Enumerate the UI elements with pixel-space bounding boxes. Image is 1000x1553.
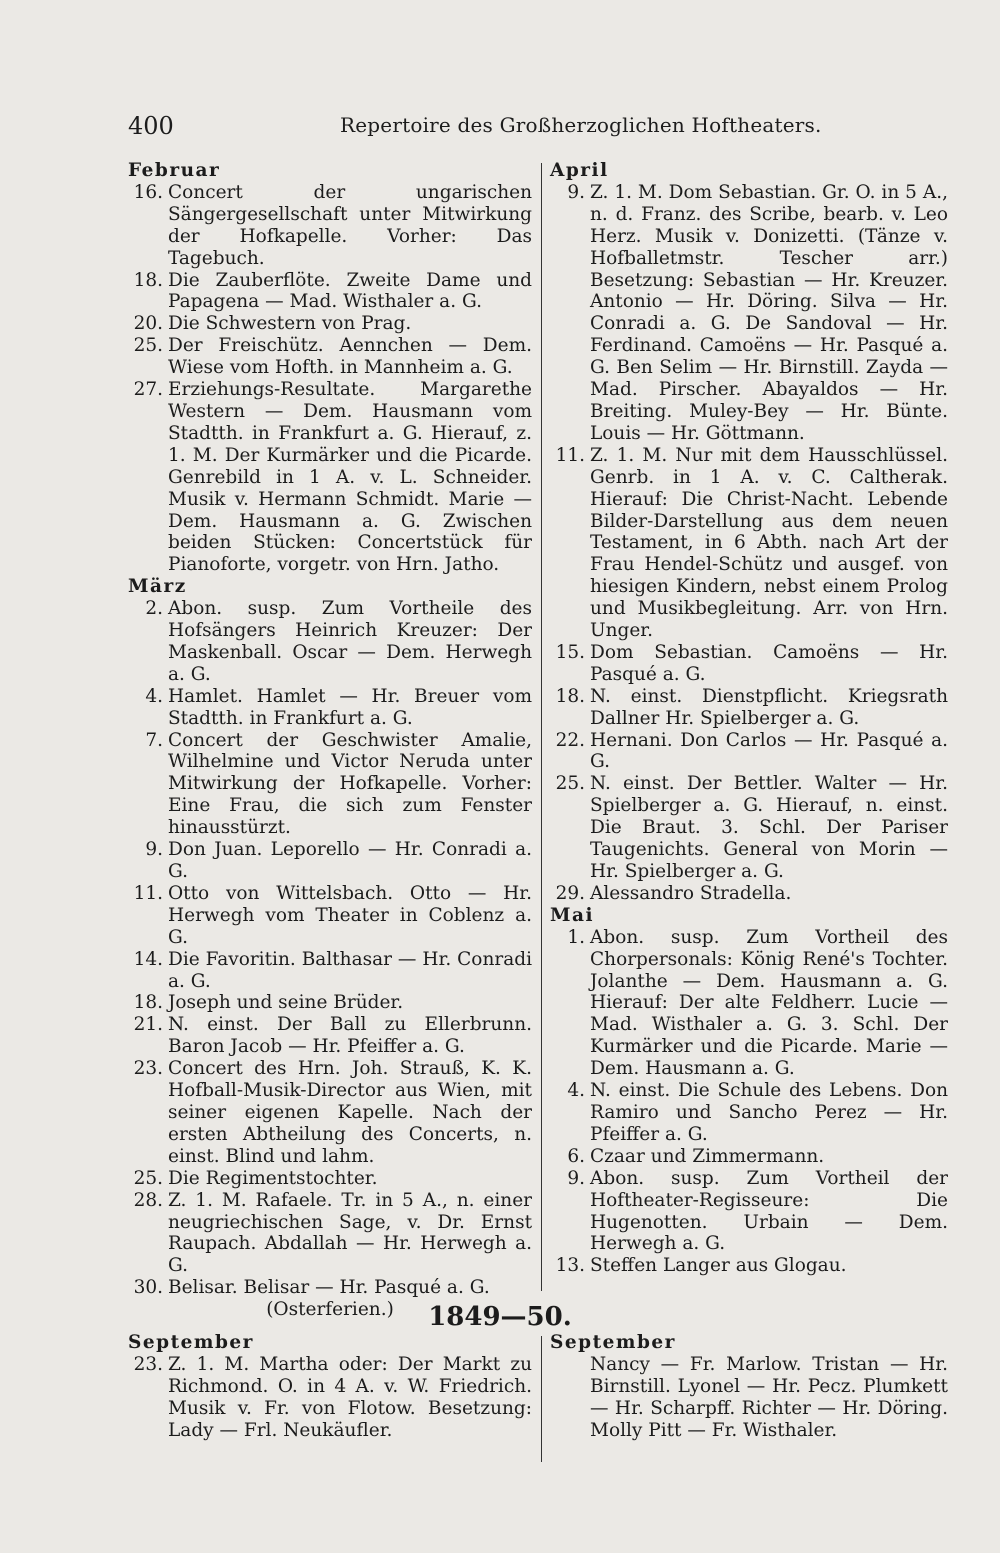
month-heading: März [128, 576, 187, 598]
entry-text: Die Schwestern von Prag. [168, 313, 412, 335]
entry-text: Z. 1. M. Rafaele. Tr. in 5 A., n. einer neugriechischen Sage, v. Dr. Ernst Raupach. Abdallah — Hr. Herwegh a. G. [168, 1189, 532, 1277]
entry-text: Hamlet. Hamlet — Hr. Breuer vom Stadtth. in Frankfurt a. G. [168, 685, 532, 729]
entry-date: 20. [133, 313, 163, 335]
entry-date: 29. [555, 882, 585, 904]
entry-text: Z. 1. M. Nur mit dem Hausschlüssel. Genrb. in 1 A. v. C. Caltherak. Hierauf: Die Christ-Nacht. Lebende Bilder-Darstellung aus dem neuen Testament, in 6 Abth. nach Art der Frau Hendel-Schütz und ausgef. von hiesigen Kindern, nebst einem Prolog und Musikbegleitung. Arr. von Hrn. Unger. [590, 444, 948, 642]
entry-date: 16. [133, 181, 163, 203]
entry-text: N. einst. Der Ball zu Ellerbrunn. Baron Jacob — Hr. Pfeiffer a. G. [168, 1014, 532, 1058]
repertoire-entry [128, 182, 532, 270]
entry-text: Concert des Hrn. Joh. Strauß, K. K. Hofball-Musik-Director aus Wien, mit seiner eigenen Kapelle. Nach der ersten Abtheilung des Concerts, n. einst. Blind und lahm. [168, 1058, 532, 1167]
entry-date: 30. [133, 1277, 163, 1299]
repertoire-entry [128, 686, 532, 730]
entry-text: Abon. susp. Zum Vortheile des Hofsängers Heinrich Kreuzer: Der Maskenball. Oscar — Dem. Herwegh a. G. [168, 598, 532, 685]
repertoire-entry [128, 1168, 532, 1190]
entry-text: Abon. susp. Zum Vortheil der Hoftheater-Regisseure: Die Hugenotten. Urbain — Dem. Herwegh a. G. [590, 1167, 948, 1255]
entry-text: Abon. susp. Zum Vortheil des Chorpersonals: König René's Tochter. Jolanthe — Dem. Hausmann a. G. Hierauf: Der alte Feldherr. Lucie — Mad. Wisthaler a. G. 3. Schl. Der Kurmärker und die Picarde. Marie — Dem. Hausmann a. G. [590, 926, 948, 1080]
entry-text: Die Zauberflöte. Zweite Dame und Papagena — Mad. Wisthaler a. G. [168, 269, 532, 313]
entry-date: 7. [145, 729, 163, 751]
entry-date: 11. [555, 444, 585, 466]
repertoire-entry [128, 1354, 532, 1442]
entry-date: 6. [567, 1145, 585, 1167]
repertoire-entry [550, 1255, 948, 1277]
repertoire-entry [128, 379, 532, 576]
entry-date: 18. [133, 269, 163, 291]
entry-text: Concert der ungarischen Sängergesellschaft unter Mitwirkung der Hofkapelle. Vorher: Das Tagebuch. [168, 181, 532, 269]
repertoire-entry [128, 949, 532, 993]
repertoire-entry [128, 839, 532, 883]
left-column [128, 160, 532, 1321]
repertoire-entry [550, 1080, 948, 1146]
entry-date: 18. [555, 685, 585, 707]
entry-date: 2. [145, 598, 163, 620]
month-heading: September [550, 1332, 676, 1353]
repertoire-entry [128, 335, 532, 379]
repertoire-entry [550, 182, 948, 445]
entry-date: 1. [567, 926, 585, 948]
entry-date: 21. [133, 1014, 163, 1036]
entry-text: N. einst. Dienstpflicht. Kriegsrath Dallner Hr. Spielberger a. G. [590, 685, 948, 729]
repertoire-entry [128, 1058, 532, 1168]
month-heading: Februar [128, 160, 221, 181]
month-heading: September [128, 1332, 254, 1353]
repertoire-entry [550, 773, 948, 883]
repertoire-entry [128, 1190, 532, 1278]
repertoire-entry [128, 992, 532, 1014]
repertoire-entry [550, 686, 948, 730]
entry-text: Dom Sebastian. Camoëns — Hr. Pasqué a. G. [590, 641, 948, 685]
entry-date: 23. [133, 1353, 163, 1375]
entry-date: 18. [133, 992, 163, 1014]
entry-date: 23. [133, 1058, 163, 1080]
repertoire-entry [550, 1168, 948, 1256]
entry-text: Die Favoritin. Balthasar — Hr. Conradi a. G. [168, 948, 532, 992]
repertoire-entry [550, 642, 948, 686]
entry-text: Belisar. Belisar — Hr. Pasqué a. G. [168, 1277, 490, 1299]
repertoire-entry [550, 927, 948, 1080]
entry-date: 28. [133, 1189, 163, 1211]
entry-date: 25. [133, 1167, 163, 1189]
entry-text: Concert der Geschwister Amalie, Wilhelmine und Victor Neruda unter Mitwirkung der Hofkapelle. Vorher: Eine Frau, die sich zum Fenster hinausstürzt. [168, 729, 532, 839]
running-title: Repertoire des Großherzoglichen Hoftheaters. [340, 113, 822, 137]
repertoire-entry [550, 730, 948, 774]
entry-text: Z. 1. M. Martha oder: Der Markt zu Richmond. O. in 4 A. v. W. Friedrich. Musik v. Fr. von Flotow. Besetzung: Lady — Frl. Neukäufler. [168, 1353, 532, 1441]
entry-text: Joseph und seine Brüder. [168, 992, 404, 1014]
right-column [550, 160, 948, 1277]
entry-text: Steffen Langer aus Glogau. [590, 1255, 847, 1277]
entry-date: 14. [133, 948, 163, 970]
entry-text: Don Juan. Leporello — Hr. Conradi a. G. [168, 839, 532, 882]
page-number: 400 [128, 112, 174, 140]
entry-text: Hernani. Don Carlos — Hr. Pasqué a. G. [590, 729, 948, 773]
entry-date: 9. [145, 839, 163, 861]
repertoire-entry [128, 1277, 532, 1299]
entry-text: Der Freischütz. Aennchen — Dem. Wiese vom Hofth. in Mannheim a. G. [168, 335, 532, 379]
column-divider [541, 163, 542, 1291]
month-heading: April [550, 160, 609, 181]
entry-date: 27. [133, 379, 163, 401]
entry-text: Z. 1. M. Dom Sebastian. Gr. O. in 5 A., n. d. Franz. des Scribe, bearb. v. Leo Herz. Musik v. Donizetti. (Tänze v. Hofballetmstr. Tescher arr.) Besetzung: Sebastian — Hr. Kreuzer. Antonio — Hr. Döring. Silva — Hr. Conradi a. G. De Sandoval — Hr. Ferdinand. Camoëns — Hr. Pasqué a. G. Ben Selim — Hr. Birnstill. Zayda — Mad. Pirscher. Abayaldos — Hr. Breiting. Muley-Bey — Hr. Bünte. Louis — Hr. Göttmann. [590, 181, 948, 444]
season-heading: 1849—50. [428, 1302, 572, 1332]
repertoire-entry [128, 730, 532, 840]
entry-date: 22. [555, 729, 585, 751]
repertoire-entry [128, 270, 532, 314]
column-divider-bottom [541, 1336, 542, 1462]
entry-text: Czaar und Zimmermann. [590, 1145, 825, 1167]
bottom-right-column [550, 1332, 948, 1442]
entry-text: N. einst. Der Bettler. Walter — Hr. Spielberger a. G. Hierauf, n. einst. Die Braut. 3. Schl. Der Pariser Taugenichts. General von Morin — Hr. Spielberger a. G. [590, 773, 948, 882]
entry-date: 25. [555, 773, 585, 795]
entry-date: 4. [145, 685, 163, 707]
entry-date: 13. [555, 1255, 585, 1277]
repertoire-entry [550, 445, 948, 642]
repertoire-entry [128, 313, 532, 335]
month-heading: Mai [550, 904, 594, 926]
entry-text: Die Regimentstochter. [168, 1167, 378, 1189]
repertoire-entry [550, 883, 948, 905]
entry-date: 25. [133, 335, 163, 357]
repertoire-entry [128, 598, 532, 686]
repertoire-entry [128, 1014, 532, 1058]
repertoire-entry [550, 1354, 948, 1442]
repertoire-entry [128, 883, 532, 949]
entry-date [550, 1354, 590, 1442]
entry-text: Erziehungs-Resultate. Margarethe Western — Dem. Hausmann vom Stadtth. in Frankfurt a. G. Hierauf, z. 1. M. Der Kurmärker und die Picarde. Genrebild in 1 A. v. L. Schneider. Musik v. Hermann Schmidt. Marie — Dem. Hausmann a. G. Zwischen beiden Stücken: Concertstück für Pianoforte, vorgetr. von Hrn. Jatho. [168, 379, 532, 576]
entry-date: 4. [567, 1080, 585, 1102]
entry-date: 11. [133, 882, 163, 904]
entry-date: 9. [567, 181, 585, 203]
entry-date: 9. [567, 1167, 585, 1189]
section-note: (Osterferien.) [266, 1299, 394, 1321]
entry-date: 15. [555, 641, 585, 663]
entry-text: N. einst. Die Schule des Lebens. Don Ramiro und Sancho Perez — Hr. Pfeiffer a. G. [590, 1080, 948, 1145]
bottom-left-column [128, 1332, 532, 1442]
entry-text: Nancy — Fr. Marlow. Tristan — Hr. Birnstill. Lyonel — Hr. Pecz. Plumkett — Hr. Scharpff. Richter — Hr. Döring. Molly Pitt — Fr. Wisthaler. [590, 1353, 948, 1441]
entry-text: Alessandro Stradella. [590, 882, 792, 904]
entry-text: Otto von Wittelsbach. Otto — Hr. Herwegh vom Theater in Coblenz a. G. [168, 882, 532, 948]
repertoire-entry [550, 1146, 948, 1168]
